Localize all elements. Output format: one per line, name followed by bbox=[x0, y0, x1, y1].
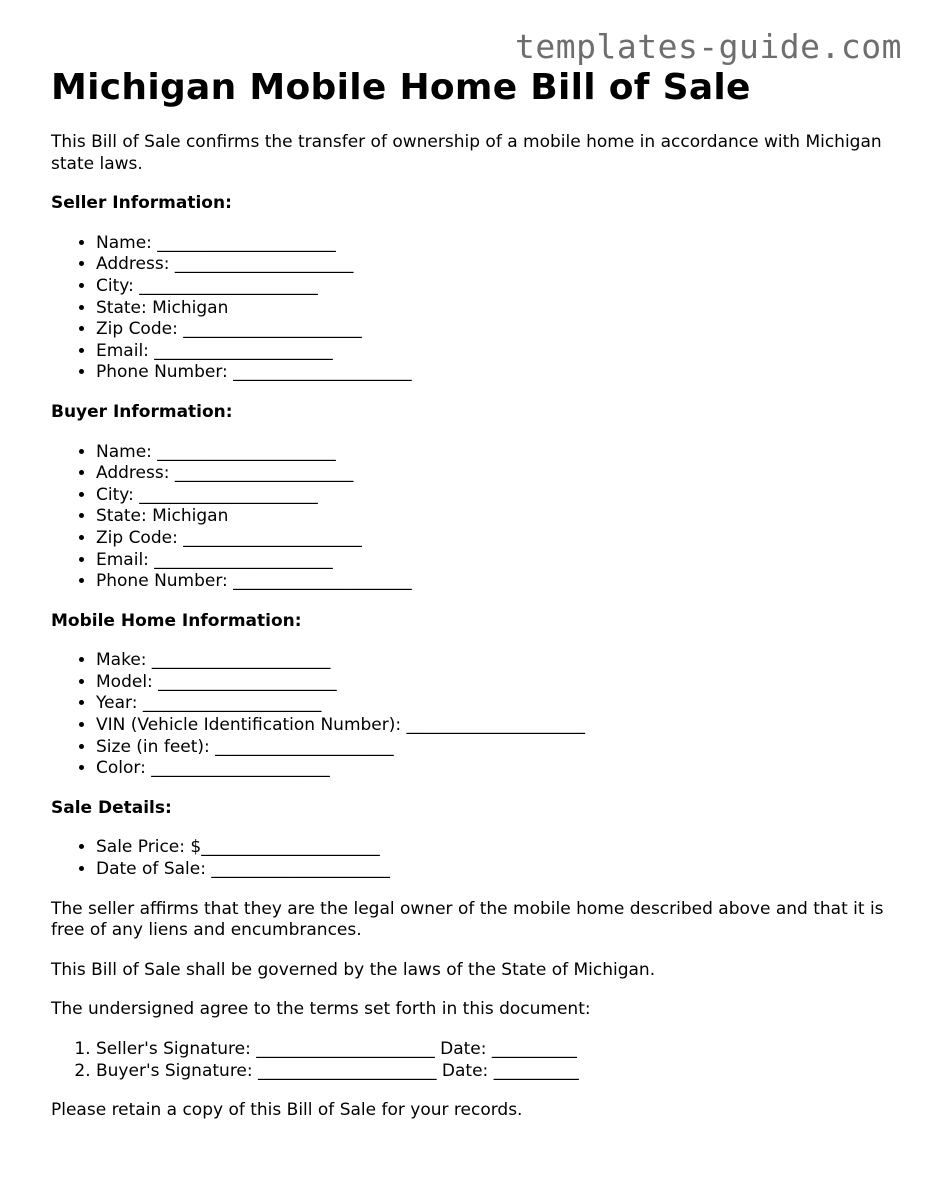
buyer-city-field: • City: _____________________ bbox=[96, 485, 891, 507]
home-color-field: • Color: _____________________ bbox=[96, 758, 891, 780]
governing-law-paragraph: This Bill of Sale shall be governed by the laws of the State of Michigan. bbox=[51, 959, 656, 980]
mobile-home-heading: Mobile Home Information: bbox=[51, 610, 302, 631]
home-year-field: • Year: _____________________ bbox=[96, 693, 891, 715]
buyer-zip-field: • Zip Code: _____________________ bbox=[96, 528, 891, 550]
buyer-email-field: • Email: _____________________ bbox=[96, 550, 891, 572]
seller-state-field: • State: Michigan bbox=[96, 298, 891, 320]
seller-city-field: • City: _____________________ bbox=[96, 276, 891, 298]
seller-zip-field: • Zip Code: _____________________ bbox=[96, 319, 891, 341]
sale-date-field: • Date of Sale: _____________________ bbox=[96, 859, 891, 881]
seller-list bbox=[51, 233, 891, 384]
buyer-list bbox=[51, 442, 891, 593]
buyer-state-field: • State: Michigan bbox=[96, 506, 891, 528]
seller-email-field: • Email: _____________________ bbox=[96, 341, 891, 363]
signature-list bbox=[51, 1039, 891, 1082]
seller-name-field: • Name: _____________________ bbox=[96, 233, 891, 255]
seller-address-field: • Address: _____________________ bbox=[96, 254, 891, 276]
sale-details-list bbox=[51, 837, 891, 880]
buyer-phone-field: • Phone Number: _____________________ bbox=[96, 571, 891, 593]
home-vin-field: • VIN (Vehicle Identification Number): _____________________ bbox=[96, 715, 891, 737]
home-make-field: • Make: _____________________ bbox=[96, 650, 891, 672]
intro-paragraph: This Bill of Sale confirms the transfer of ownership of a mobile home in accordance with Michigan state laws. bbox=[51, 132, 882, 174]
home-model-field: • Model: _____________________ bbox=[96, 672, 891, 694]
affirmation-paragraph: The seller affirms that they are the legal owner of the mobile home described above and that it is free of any liens and encumbrances. bbox=[51, 898, 884, 941]
sale-details-heading: Sale Details: bbox=[51, 797, 172, 818]
home-size-field: • Size (in feet): _____________________ bbox=[96, 737, 891, 759]
document-page bbox=[51, 66, 891, 1140]
seller-signature-line: 1. Seller's Signature: _____________________ Date: __________ bbox=[96, 1039, 891, 1061]
buyer-signature-line: 2. Buyer's Signature: _____________________ Date: __________ bbox=[96, 1061, 891, 1083]
agreement-paragraph: The undersigned agree to the terms set forth in this document: bbox=[51, 999, 591, 1020]
seller-phone-field: • Phone Number: _____________________ bbox=[96, 362, 891, 384]
closing-paragraph: Please retain a copy of this Bill of Sale for your records. bbox=[51, 1100, 523, 1121]
buyer-address-field: • Address: _____________________ bbox=[96, 463, 891, 485]
document-title: Michigan Mobile Home Bill of Sale bbox=[51, 67, 751, 108]
buyer-heading: Buyer Information: bbox=[51, 401, 233, 422]
sale-price-field: • Sale Price: $_____________________ bbox=[96, 837, 891, 859]
watermark-text: templates-guide.com bbox=[515, 27, 902, 66]
seller-heading: Seller Information: bbox=[51, 193, 232, 214]
buyer-name-field: • Name: _____________________ bbox=[96, 442, 891, 464]
mobile-home-list bbox=[51, 650, 891, 780]
